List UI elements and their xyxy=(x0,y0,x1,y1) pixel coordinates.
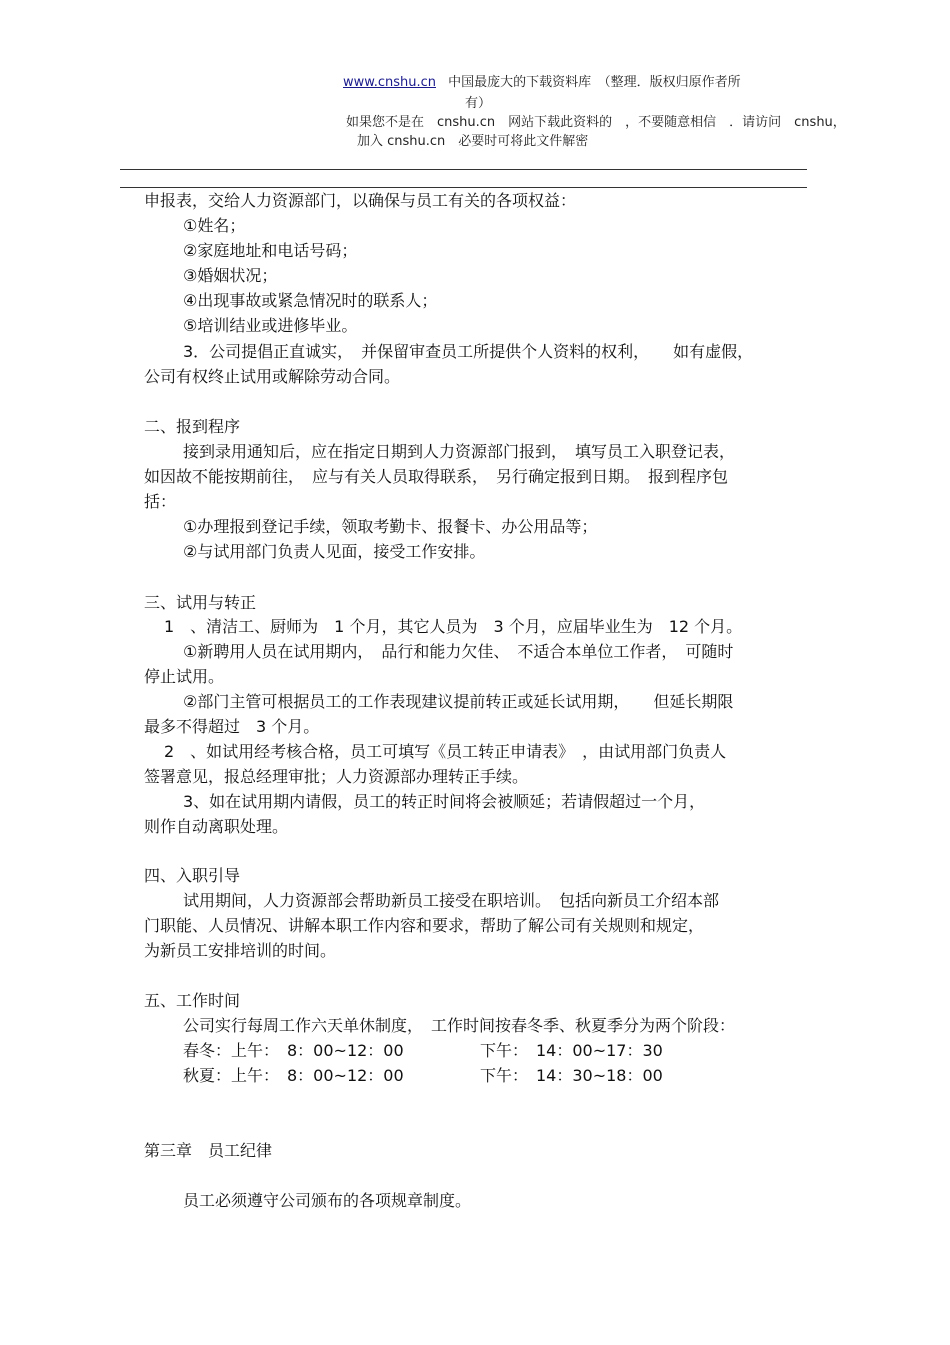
section-2-title: 二、报到程序 xyxy=(144,417,241,436)
paragraph-3-line2: 公司有权终止试用或解除劳动合同。 xyxy=(144,367,401,386)
section-3-line: 1 、清洁工、厨师为 1 个月，其它人员为 3 个月，应届毕业生为 12 个月。 xyxy=(164,617,743,636)
header-line3: 加入 cnshu.cn 必要时可将此文件解密 xyxy=(357,134,589,149)
schedule-autumn-am: 秋夏：上午： 8：00~12：00 xyxy=(183,1066,404,1085)
site-link[interactable]: www.cnshu.cn xyxy=(343,75,436,90)
schedule-spring-pm: 下午： 14：00~17：30 xyxy=(480,1041,663,1060)
section-5-title: 五、工作时间 xyxy=(144,991,241,1010)
list-item: ①姓名； xyxy=(183,216,246,235)
header-line1-cont: 有） xyxy=(465,96,492,111)
section-3-line: 3、如在试用期内请假，员工的转正时间将会被顺延；若请假超过一个月， xyxy=(183,792,706,811)
section-4-line: 为新员工安排培训的时间。 xyxy=(144,941,337,960)
paragraph-intro: 申报表，交给人力资源部门，以确保与员工有关的各项权益： xyxy=(144,191,577,210)
section-2-line: 接到录用通知后，应在指定日期到人力资源部门报到， 填写员工入职登记表， xyxy=(183,442,736,461)
section-3-line: 2 、如试用经考核合格，员工可填写《员工转正申请表》 ，由试用部门负责人 xyxy=(164,742,727,761)
schedule-spring-am: 春冬：上午： 8：00~12：00 xyxy=(183,1041,404,1060)
section-3-line: ②部门主管可根据员工的工作表现建议提前转正或延长试用期， 但延长期限 xyxy=(183,692,734,711)
list-item: ③婚姻状况； xyxy=(183,266,278,285)
section-3-line: 则作自动离职处理。 xyxy=(144,817,289,836)
header-line1 xyxy=(343,71,741,90)
list-item: ②家庭地址和电话号码； xyxy=(183,241,358,260)
section-3-title: 三、试用与转正 xyxy=(144,593,257,612)
section-2-line: 括： xyxy=(144,492,177,511)
section-2-line: 如因故不能按期前往， 应与有关人员取得联系， 另行确定报到日期。 报到程序包 xyxy=(144,467,729,486)
list-item: ⑤培训结业或进修毕业。 xyxy=(183,316,358,335)
section-3-line: 签署意见，报总经理审批；人力资源部办理转正手续。 xyxy=(144,767,529,786)
section-4-line: 试用期间，人力资源部会帮助新员工接受在职培训。 包括向新员工介绍本部 xyxy=(183,891,720,910)
chapter-3-line: 员工必须遵守公司颁布的各项规章制度。 xyxy=(183,1191,472,1210)
chapter-3-title: 第三章 员工纪律 xyxy=(144,1141,273,1160)
section-4-line: 门职能、人员情况、讲解本职工作内容和要求，帮助了解公司有关规则和规定， xyxy=(144,916,705,935)
section-5-line: 公司实行每周工作六天单休制度， 工作时间按春冬季、秋夏季分为两个阶段： xyxy=(183,1016,736,1035)
list-item: ④出现事故或紧急情况时的联系人； xyxy=(183,291,438,310)
schedule-autumn-pm: 下午： 14：30~18：00 xyxy=(480,1066,663,1085)
list-item: ②与试用部门负责人见面，接受工作安排。 xyxy=(183,542,486,561)
header-rule-top xyxy=(120,169,807,170)
section-4-title: 四、入职引导 xyxy=(144,866,241,885)
paragraph-3-line1: 3．公司提倡正直诚实， 并保留审查员工所提供个人资料的权利， 如有虚假， xyxy=(183,342,754,361)
header-line2: 如果您不是在 cnshu.cn 网站下载此资料的 ，不要随意相信 ．请访问 cnshu， xyxy=(346,115,846,130)
list-item: ①办理报到登记手续，领取考勤卡、报餐卡、办公用品等； xyxy=(183,517,598,536)
section-3-line: ①新聘用人员在试用期内， 品行和能力欠佳、 不适合本单位工作者， 可随时 xyxy=(183,642,734,661)
section-3-line: 停止试用。 xyxy=(144,667,225,686)
section-3-line: 最多不得超过 3 个月。 xyxy=(144,717,320,736)
header-line1-text: 中国最庞大的下载资料库 （整理．版权归原作者所 xyxy=(448,75,741,90)
